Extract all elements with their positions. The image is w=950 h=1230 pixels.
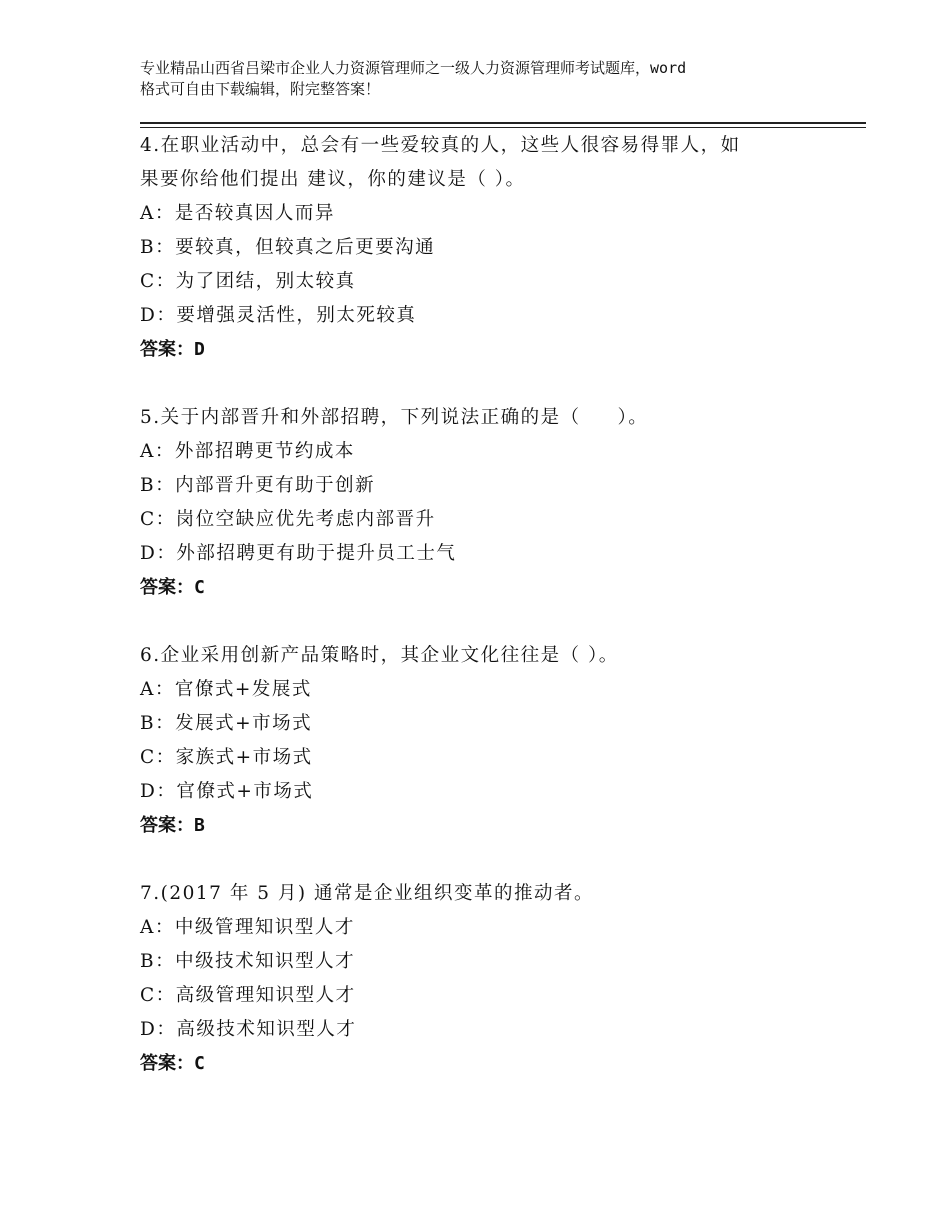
document-header (140, 58, 840, 100)
option-c: C：高级管理知识型人才 (140, 985, 356, 1006)
question-stem-line: 果要你给他们提出 建议，你的建议是（ ）。 (140, 169, 526, 190)
header-divider-thick (140, 122, 866, 124)
question-list (140, 129, 840, 1115)
answer-label: 答案：C (140, 577, 205, 598)
option-b: B：发展式+市场式 (140, 713, 313, 734)
answer-label: 答案：D (140, 339, 205, 360)
header-line-2: 格式可自由下载编辑，附完整答案！ (140, 80, 381, 98)
option-c: C：家族式+市场式 (140, 747, 313, 768)
option-b: B：要较真，但较真之后更要沟通 (140, 237, 436, 258)
option-a: A：官僚式+发展式 (140, 679, 312, 700)
answer-label: 答案：B (140, 815, 205, 836)
option-d: D：官僚式+市场式 (140, 781, 314, 802)
option-a: A：中级管理知识型人才 (140, 917, 355, 938)
header-line-1: 专业精品山西省吕梁市企业人力资源管理师之一级人力资源管理师考试题库，word (140, 59, 687, 77)
question-5 (140, 401, 840, 605)
option-a: A：是否较真因人而异 (140, 203, 335, 224)
option-d: D：高级技术知识型人才 (140, 1019, 357, 1040)
question-stem-line: 6.企业采用创新产品策略时，其企业文化往往是（ ）。 (140, 645, 619, 666)
question-stem-line: 5.关于内部晋升和外部招聘，下列说法正确的是（ ）。 (140, 407, 649, 428)
question-7 (140, 877, 840, 1081)
question-stem-line: 7.(2017 年 5 月) 通常是企业组织变革的推动者。 (140, 883, 594, 904)
option-c: C：为了团结，别太较真 (140, 271, 356, 292)
option-a: A：外部招聘更节约成本 (140, 441, 355, 462)
option-b: B：中级技术知识型人才 (140, 951, 356, 972)
question-stem-line: 4.在职业活动中，总会有一些爱较真的人，这些人很容易得罪人，如 (140, 135, 741, 156)
option-b: B：内部晋升更有助于创新 (140, 475, 376, 496)
option-d: D：外部招聘更有助于提升员工士气 (140, 543, 457, 564)
option-c: C：岗位空缺应优先考虑内部晋升 (140, 509, 436, 530)
question-6 (140, 639, 840, 843)
answer-label: 答案：C (140, 1053, 205, 1074)
header-divider-thin (140, 127, 866, 128)
question-4 (140, 129, 840, 367)
option-d: D：要增强灵活性，别太死较真 (140, 305, 417, 326)
